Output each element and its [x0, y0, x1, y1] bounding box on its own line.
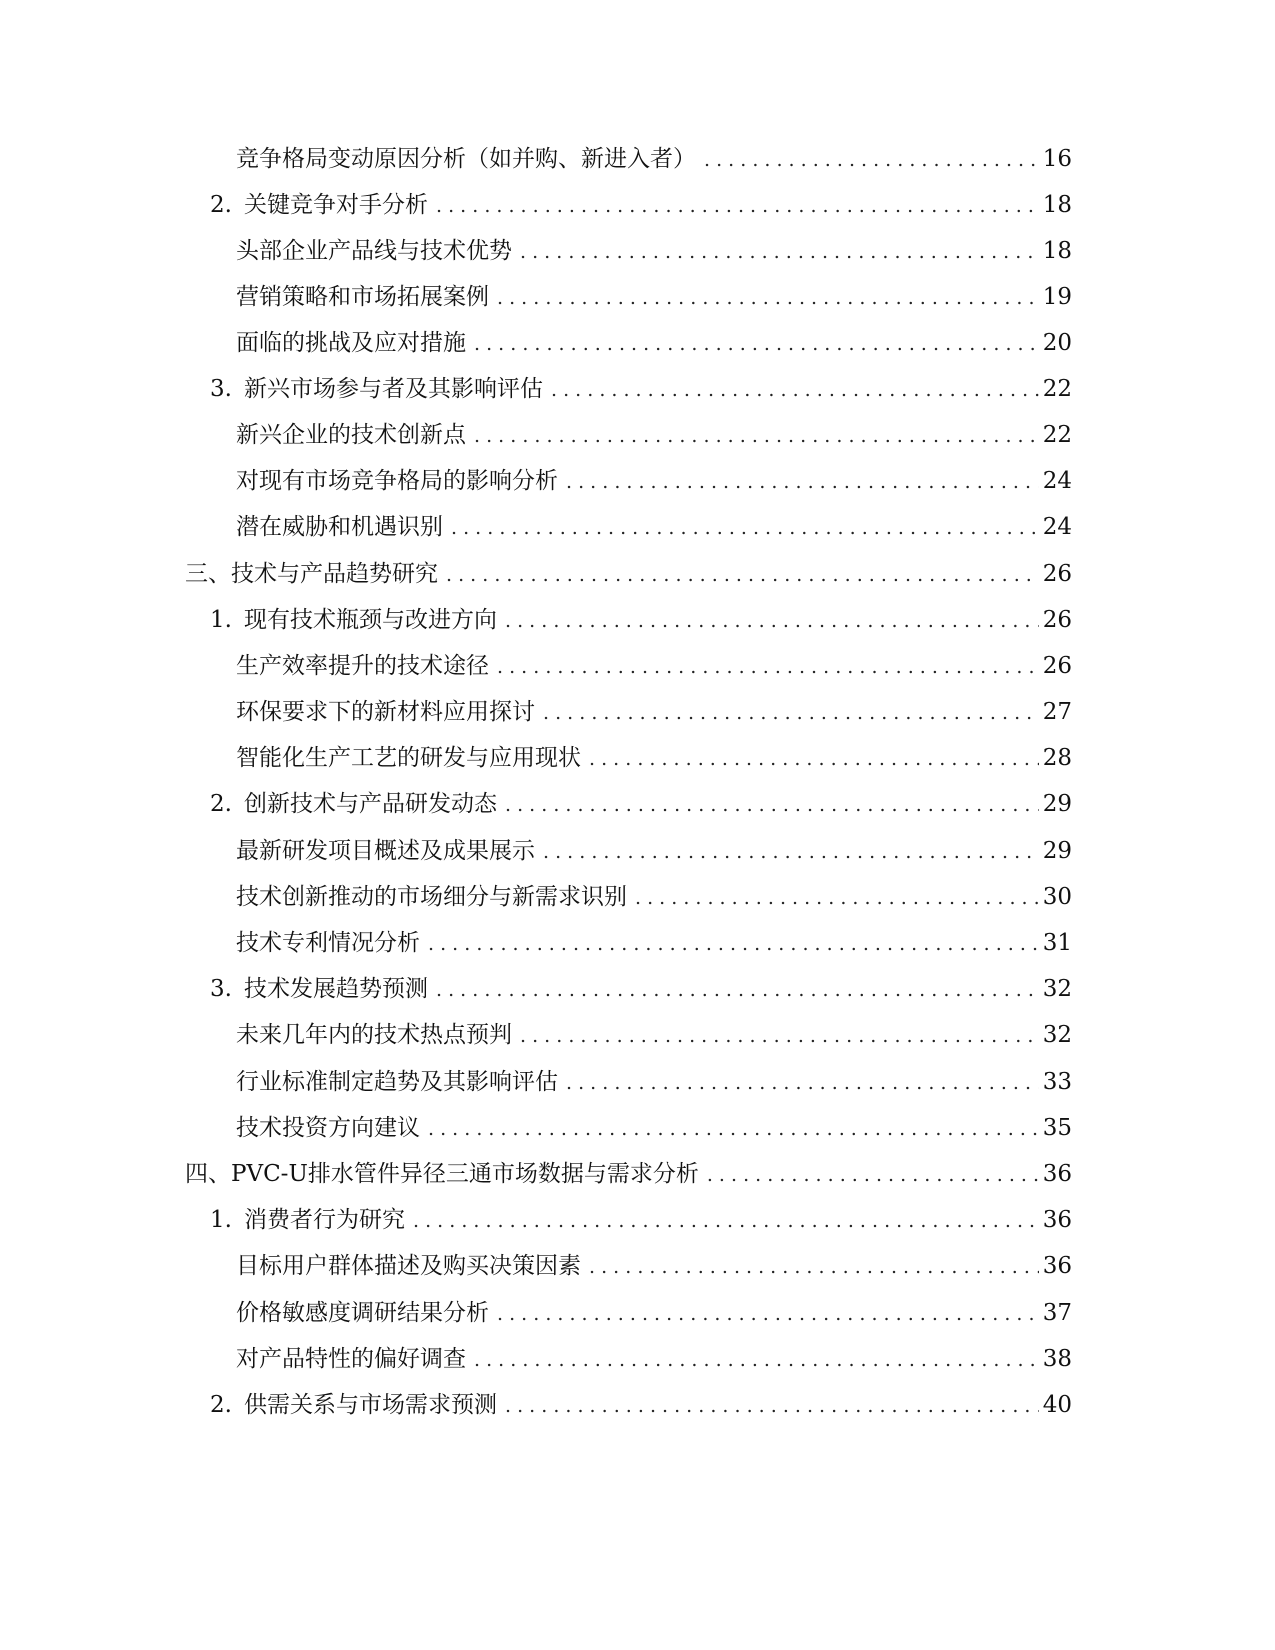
toc-entry-page: 16 — [1042, 146, 1072, 172]
toc-entry[interactable] — [185, 1156, 1072, 1192]
toc-entry-page: 26 — [1042, 561, 1072, 587]
toc-entry-page: 31 — [1042, 930, 1072, 956]
toc-entry[interactable] — [236, 463, 1072, 499]
toc-entry-page: 40 — [1042, 1392, 1072, 1418]
toc-entry-number: 2. — [210, 192, 232, 218]
toc-dot-leader — [635, 880, 1039, 916]
toc-dot-leader — [428, 926, 1039, 962]
toc-entry[interactable] — [236, 1110, 1072, 1146]
toc-entry-page: 26 — [1042, 653, 1072, 679]
toc-entry[interactable] — [185, 556, 1072, 592]
toc-dot-leader — [566, 1065, 1039, 1101]
toc-entry-page: 33 — [1042, 1069, 1072, 1095]
toc-entry-page: 32 — [1042, 1022, 1072, 1048]
toc-entry-page: 30 — [1042, 884, 1072, 910]
toc-dot-leader — [707, 1157, 1039, 1193]
toc-entry[interactable] — [236, 1248, 1072, 1284]
toc-dot-leader — [428, 1111, 1039, 1147]
toc-entry[interactable] — [236, 509, 1072, 545]
toc-dot-leader — [551, 372, 1039, 408]
toc-dot-leader — [474, 326, 1039, 362]
toc-dot-leader — [589, 741, 1039, 777]
toc-entry-title: 现有技术瓶颈与改进方向 — [244, 607, 497, 633]
toc-dot-leader — [520, 234, 1039, 270]
toc-entry-page: 24 — [1042, 514, 1072, 540]
toc-entry-page: 22 — [1042, 422, 1072, 448]
toc-entry-title: 三、技术与产品趋势研究 — [185, 561, 438, 587]
toc-entry[interactable] — [236, 1341, 1072, 1377]
toc-entry-title: 头部企业产品线与技术优势 — [236, 238, 512, 264]
toc-entry-title: 四、PVC-U排水管件异径三通市场数据与需求分析 — [185, 1161, 699, 1187]
toc-entry-number: 1. — [210, 607, 232, 633]
toc-entry-title: 最新研发项目概述及成果展示 — [236, 838, 535, 864]
toc-dot-leader — [451, 510, 1039, 546]
toc-entry[interactable] — [236, 141, 1072, 177]
toc-entry-page: 28 — [1042, 745, 1072, 771]
toc-entry[interactable] — [236, 1295, 1072, 1331]
toc-entry-page: 20 — [1042, 330, 1072, 356]
toc-entry[interactable] — [210, 971, 1072, 1007]
toc-dot-leader — [497, 649, 1039, 685]
toc-entry-title: 潜在威胁和机遇识别 — [236, 514, 443, 540]
toc-entry-page: 37 — [1042, 1300, 1072, 1326]
toc-entry[interactable] — [236, 833, 1072, 869]
toc-dot-leader — [446, 557, 1039, 593]
toc-entry[interactable] — [236, 1064, 1072, 1100]
toc-entry[interactable] — [210, 371, 1072, 407]
toc-entry-page: 29 — [1042, 838, 1072, 864]
toc-entry-page: 19 — [1042, 284, 1072, 310]
toc-dot-leader — [505, 1388, 1039, 1424]
toc-entry-title: 行业标准制定趋势及其影响评估 — [236, 1069, 558, 1095]
toc-entry[interactable] — [236, 325, 1072, 361]
toc-entry-number: 2. — [210, 1392, 232, 1418]
toc-entry[interactable] — [236, 417, 1072, 453]
toc-entry[interactable] — [236, 740, 1072, 776]
toc-entry-title: 技术专利情况分析 — [236, 930, 420, 956]
toc-entry-number: 3. — [210, 976, 232, 1002]
toc-entry-number: 1. — [210, 1207, 232, 1233]
toc-dot-leader — [436, 972, 1039, 1008]
toc-entry-title: 技术发展趋势预测 — [244, 976, 428, 1002]
toc-entry-page: 32 — [1042, 976, 1072, 1002]
toc-entry-page: 24 — [1042, 468, 1072, 494]
toc-entry-title: 目标用户群体描述及购买决策因素 — [236, 1253, 581, 1279]
toc-dot-leader — [543, 695, 1039, 731]
toc-entry-number: 3. — [210, 376, 232, 402]
toc-entry-page: 36 — [1042, 1161, 1072, 1187]
toc-entry-page: 36 — [1042, 1253, 1072, 1279]
toc-dot-leader — [497, 1296, 1039, 1332]
toc-entry[interactable] — [236, 694, 1072, 730]
toc-entry-title: 创新技术与产品研发动态 — [244, 791, 497, 817]
toc-dot-leader — [566, 464, 1039, 500]
toc-entry-title: 技术投资方向建议 — [236, 1115, 420, 1141]
toc-dot-leader — [436, 188, 1039, 224]
toc-entry[interactable] — [236, 648, 1072, 684]
toc-entry-page: 18 — [1042, 238, 1072, 264]
toc-entry-page: 29 — [1042, 791, 1072, 817]
toc-entry-title: 对现有市场竞争格局的影响分析 — [236, 468, 558, 494]
toc-entry-page: 36 — [1042, 1207, 1072, 1233]
toc-entry-title: 面临的挑战及应对措施 — [236, 330, 466, 356]
toc-entry-page: 38 — [1042, 1346, 1072, 1372]
toc-entry[interactable] — [236, 879, 1072, 915]
toc-entry[interactable] — [210, 602, 1072, 638]
toc-entry-title: 智能化生产工艺的研发与应用现状 — [236, 745, 581, 771]
toc-dot-leader — [505, 787, 1039, 823]
toc-entry-title: 环保要求下的新材料应用探讨 — [236, 699, 535, 725]
toc-entry[interactable] — [210, 187, 1072, 223]
toc-entry-title: 价格敏感度调研结果分析 — [236, 1300, 489, 1326]
toc-entry-title: 关键竞争对手分析 — [244, 192, 428, 218]
toc-dot-leader — [704, 142, 1039, 178]
toc-entry-title: 新兴企业的技术创新点 — [236, 422, 466, 448]
toc-entry-title: 新兴市场参与者及其影响评估 — [244, 376, 543, 402]
toc-entry-page: 27 — [1042, 699, 1072, 725]
toc-entry-page: 18 — [1042, 192, 1072, 218]
toc-dot-leader — [589, 1249, 1039, 1285]
toc-entry-title: 营销策略和市场拓展案例 — [236, 284, 489, 310]
toc-entry-page: 35 — [1042, 1115, 1072, 1141]
toc-dot-leader — [474, 418, 1039, 454]
toc-entry[interactable] — [236, 925, 1072, 961]
toc-entry[interactable] — [210, 786, 1072, 822]
toc-entry-title: 供需关系与市场需求预测 — [244, 1392, 497, 1418]
toc-dot-leader — [505, 603, 1039, 639]
toc-entry[interactable] — [236, 1017, 1072, 1053]
toc-entry-title: 消费者行为研究 — [244, 1207, 405, 1233]
toc-entry[interactable] — [210, 1387, 1072, 1423]
toc-entry[interactable] — [210, 1202, 1072, 1238]
toc-dot-leader — [497, 280, 1039, 316]
toc-entry[interactable] — [236, 279, 1072, 315]
toc-dot-leader — [413, 1203, 1039, 1239]
toc-entry-title: 对产品特性的偏好调查 — [236, 1346, 466, 1372]
toc-dot-leader — [520, 1018, 1039, 1054]
toc-entry-title: 竞争格局变动原因分析（如并购、新进入者） — [236, 146, 696, 172]
toc-entry[interactable] — [236, 233, 1072, 269]
toc-entry-title: 技术创新推动的市场细分与新需求识别 — [236, 884, 627, 910]
toc-entry-number: 2. — [210, 791, 232, 817]
toc-dot-leader — [474, 1342, 1039, 1378]
toc-entry-title: 未来几年内的技术热点预判 — [236, 1022, 512, 1048]
toc-entry-page: 26 — [1042, 607, 1072, 633]
toc-entry-title: 生产效率提升的技术途径 — [236, 653, 489, 679]
toc-dot-leader — [543, 834, 1039, 870]
toc-entry-page: 22 — [1042, 376, 1072, 402]
